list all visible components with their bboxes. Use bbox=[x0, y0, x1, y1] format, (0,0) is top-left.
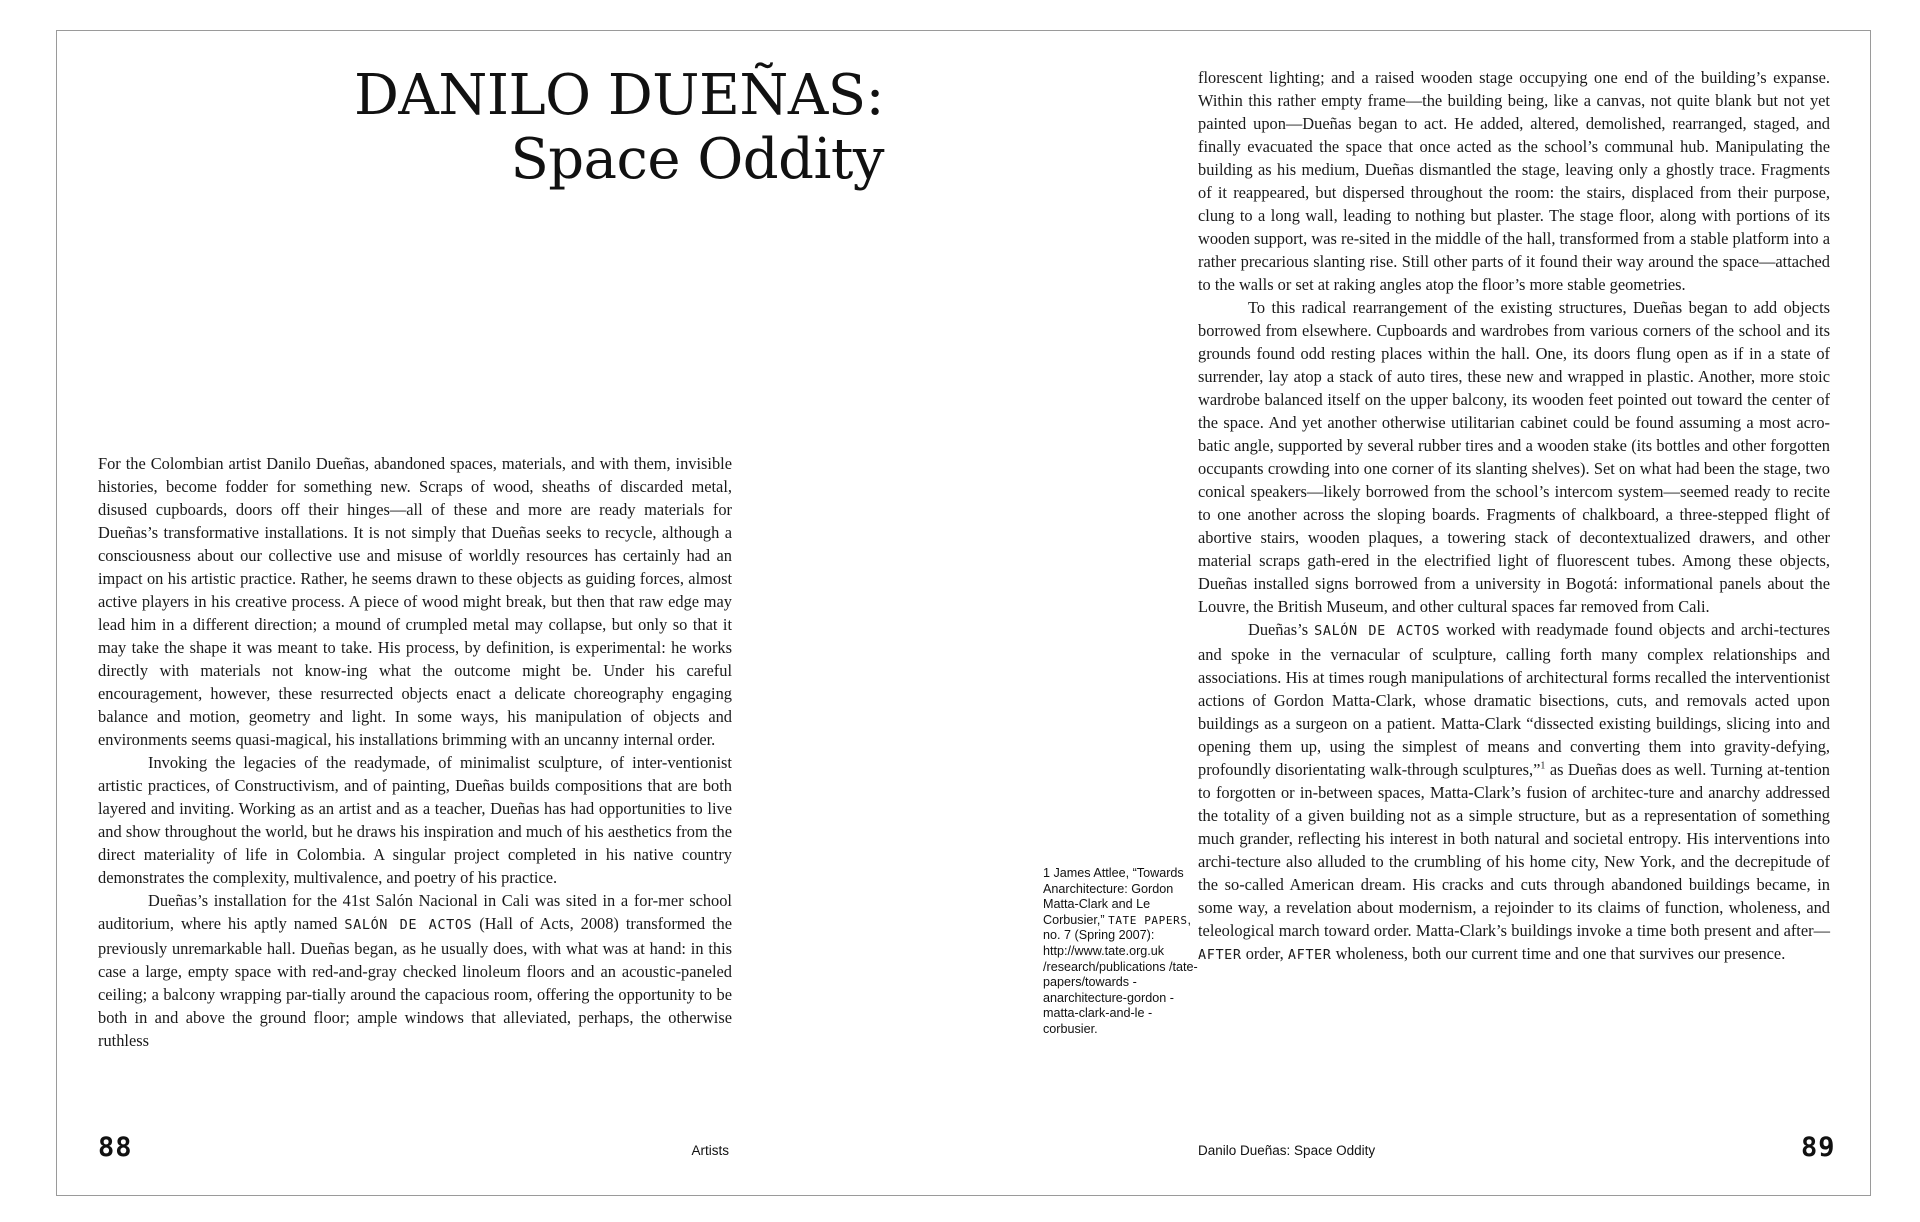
page-number-right: 89 bbox=[1801, 1132, 1836, 1163]
title-line-1: DANILO DUEÑAS: bbox=[353, 63, 884, 128]
right-text-column bbox=[1198, 66, 1830, 967]
running-footer-left: Artists bbox=[691, 1143, 729, 1158]
paragraph-text: worked with readymade found objects and archi-tectures and spoke in the vernacular of sculpture, calling forth many complex relationships and associations. His at times rough manipulations of architectural forms recalled the interventionist actions of Gordon Matta-Clark, whose dramatic bisections, cuts, and removals acted upon buildings as a surgeon on a patient. Matta-Clark “dissected existing buildings, slicing into and opening them up, using the simplest of means and converting them into gravity-defying, profoundly disorientating walk-through sculptures,” bbox=[1198, 620, 1831, 779]
body-paragraph bbox=[1198, 618, 1830, 967]
artwork-title: SALÓN DE ACTOS bbox=[344, 917, 473, 933]
body-paragraph: To this radical rearrangement of the existing structures, Dueñas began to add objects borrowed from elsewhere. Cupboards and wardrobes from various corners of the school and its grounds found odd resting places within the hall. One, its doors flung open as if in a state of surrender, lay atop a stack of auto tires, these new and wrapped in plastic. Another, more stoic wardrobe balanced itself on the upper balcony, its wooden feet pointed out toward the center of the space. And yet another otherwise utilitarian cabinet could be found assuming a most acro-batic angle, supported by several rubber tires and a wooden stake (its bottles and other forgotten occupants crowding into one corner of its slanting shelves). Set on what had been the stage, two conical speakers—likely borrowed from the school’s intercom system—seemed ready to recite to one another across the sloping boards. Fragments of chalkboard, a three-stepped flight of abortive stairs, wooden plaques, a towering stack of decontextualized drawers, and other material scraps gath-ered in the electrified light of fluorescent tubes. Among these objects, Dueñas installed signs borrowed from a university in Bogotá: informational panels about the Louvre, the British Museum, and other cultural spaces far removed from Cali. bbox=[1198, 298, 1830, 616]
paragraph-text: order, bbox=[1241, 944, 1288, 963]
footnote-marker: 1 bbox=[1540, 760, 1546, 772]
paragraph-text: as Dueñas does as well. Turning at-tention to forgotten or in-between spaces, Matta-Clark’s fusion of architec-ture and anarchy addressed the totality of a given building not as a simple structure, but as a representation of something much grander, reflecting his interest in both natural and societal entropy. His interventions into archi-tecture also alluded to the crumbling of his home city, New York, and the decrepitude of the so-called American dream. His cracks and cuts through abandoned buildings became, in some way, a revelation about modernism, a rejoinder to its claims of function, wholeness, and teleological march toward order. Matta-Clark’s buildings invoke a time both present and after— bbox=[1198, 760, 1830, 940]
body-paragraph: Invoking the legacies of the readymade, of minimalist sculpture, of inter-ventionist artistic practices, of Constructivism, and of painting, Dueñas builds compositions that are both layered and inviting. Working as an artist and as a teacher, Dueñas has had opportunities to live and show throughout the world, but he draws his inspiration and much of his aesthetics from the direct materiality of life in Colombia. A singular project completed in his native country demonstrates the complexity, multivalence, and poetry of his practice. bbox=[98, 753, 732, 887]
left-text-column bbox=[98, 452, 732, 1052]
paragraph-text: wholeness, both our current time and one that survives our presence. bbox=[1331, 944, 1786, 963]
body-paragraph: For the Colombian artist Danilo Dueñas, abandoned spaces, materials, and with them, invisible histories, become fodder for something new. Scraps of wood, sheaths of discarded metal, disused cupboards, doors off their hinges—all of these and more are ready materials for Dueñas’s transformative installations. It is not simply that Dueñas seeks to recycle, although a consciousness about our collective use and misuse of worldly resources has certainly had an impact on his artistic practice. Rather, he seems drawn to these objects as guiding forces, almost active players in his creative process. A piece of wood might break, but then that raw edge may lead him in a different direction; a mound of crumpled metal may collapse, but only so that it may take the shape it was meant to take. His process, by definition, is experimental: he works directly with materials not know-ing what the outcome might be. Under his careful encouragement, however, these resurrected objects enact a delicate choreography engaging balance and motion, geometry and light. In some ways, his manipulation of objects and environments seems quasi-magical, his installations brimming with an uncanny internal order. bbox=[98, 454, 732, 749]
body-paragraph: florescent lighting; and a raised wooden stage occupying one end of the building’s expanse. Within this rather empty frame—the building being, like a canvas, not quite blank but not yet painted upon—Dueñas began to act. He added, altered, demolished, rearranged, staged, and finally evacuated the space that once acted as the school’s communal hub. Manipulating the building as his medium, Dueñas dismantled the stage, leaving only a ghostly trace. Fragments of it reappeared, but dispersed throughout the room: the stairs, displaced from their purpose, clung to a long wall, leading to nothing but plaster. The stage floor, along with portions of its wooden support, was re-sited in the middle of the hall, transformed from a stable platform into a rather precarious slanting rise. Still other parts of it found their way around the space—attached to the walls or set at raking angles atop the floor’s more stable geometries. bbox=[1198, 68, 1830, 294]
footnote-journal: TATE PAPERS bbox=[1108, 913, 1188, 927]
paragraph-text: Dueñas’s bbox=[1248, 620, 1315, 639]
body-paragraph bbox=[98, 889, 732, 1052]
article-title bbox=[354, 64, 884, 192]
artwork-title: SALÓN DE ACTOS bbox=[1314, 623, 1441, 639]
emphasis-after: AFTER bbox=[1287, 947, 1332, 963]
emphasis-after: AFTER bbox=[1198, 947, 1242, 963]
footnote-text: 1 James Attlee, “Towards Anarchitecture: Gordon Matta-Clark and Le Corbusier,” bbox=[1043, 866, 1184, 927]
paragraph-text: Dueñas’s installation for the 41st Salón Nacional in Cali was sited in a for-mer school auditorium, where his aptly named bbox=[98, 891, 732, 933]
paragraph-text: (Hall of Acts, 2008) transformed the previously unremarkable hall. Dueñas began, as he usually does, with what was at hand: in this case a large, empty space with red-and-gray checked linoleum floors and an acoustic-paneled ceiling; a balcony wrapping par-tially around the capacious room, offering the opportunity to be both in and above the ground floor; ample windows that alleviated, perhaps, the otherwise ruthless bbox=[98, 914, 732, 1050]
footnote-text: , no. 7 (Spring 2007): http://www.tate.org.uk /research/publications /tate-papers/towards -anarchitecture-gordon -matta-clark-and-le -corbusier. bbox=[1043, 912, 1198, 1036]
page-number-left: 88 bbox=[98, 1132, 133, 1163]
running-footer-right: Danilo Dueñas: Space Oddity bbox=[1198, 1143, 1376, 1158]
title-line-2: Space Oddity bbox=[510, 127, 884, 192]
footnote bbox=[1043, 866, 1201, 1038]
